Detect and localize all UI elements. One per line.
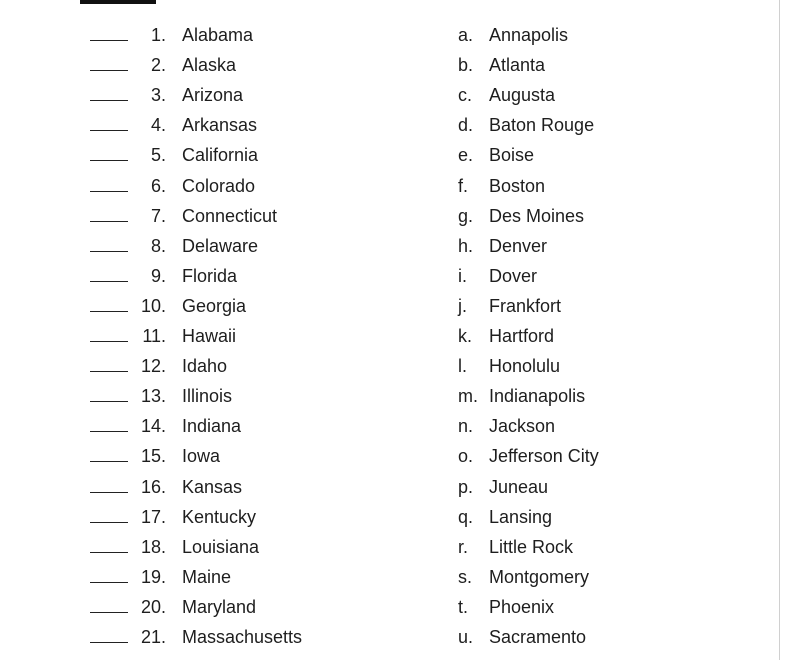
item-number: 16. — [140, 476, 166, 497]
state-name: Kentucky — [182, 506, 257, 527]
item-number: 13. — [140, 386, 166, 407]
list-item — [0, 443, 780, 473]
item-number: 18. — [140, 536, 166, 557]
state-name: Connecticut — [182, 205, 278, 226]
item-number: 15. — [140, 446, 166, 467]
capital-name: Sacramento — [489, 627, 587, 647]
capital-name: Indianapolis — [489, 386, 586, 407]
list-item — [0, 353, 780, 383]
capital-letter: p. — [458, 476, 474, 497]
item-number: 1. — [150, 25, 166, 45]
item-number: 3. — [150, 85, 166, 106]
list-item — [0, 142, 780, 172]
state-name: Idaho — [182, 356, 228, 377]
state-name: Florida — [182, 265, 238, 286]
capital-name: Atlanta — [489, 55, 546, 76]
list-item — [0, 263, 780, 293]
state-name: Alabama — [182, 25, 254, 45]
state-name: Maine — [182, 566, 232, 587]
capital-name: Lansing — [489, 506, 553, 527]
state-name: Georgia — [182, 295, 247, 316]
list-item — [0, 413, 780, 443]
header-decoration-bar — [80, 0, 156, 4]
capital-letter: q. — [458, 506, 474, 527]
capital-name: Annapolis — [489, 25, 569, 45]
capital-name: Montgomery — [489, 566, 590, 587]
list-item — [0, 383, 780, 413]
capital-name: Denver — [489, 235, 548, 256]
state-name: Colorado — [182, 175, 256, 196]
item-number: 12. — [140, 356, 166, 377]
list-item — [0, 173, 780, 203]
capital-letter: d. — [458, 115, 474, 136]
page-header — [0, 0, 779, 10]
item-number: 7. — [150, 205, 166, 226]
answer-blank[interactable] — [90, 431, 128, 432]
answer-blank[interactable] — [90, 281, 128, 282]
list-item — [0, 504, 780, 534]
state-name: Massachusetts — [182, 627, 303, 647]
item-number: 20. — [140, 596, 166, 617]
answer-blank[interactable] — [90, 100, 128, 101]
capital-name: Honolulu — [489, 356, 561, 377]
capital-letter: c. — [458, 85, 473, 106]
answer-blank[interactable] — [90, 191, 128, 192]
state-name: Delaware — [182, 235, 259, 256]
state-name: Arizona — [182, 85, 244, 106]
list-item — [0, 22, 780, 52]
capital-letter: a. — [458, 25, 474, 45]
capital-name: Augusta — [489, 85, 556, 106]
state-name: Illinois — [182, 386, 233, 407]
state-name: California — [182, 145, 259, 166]
list-item — [0, 474, 780, 504]
capital-letter: o. — [458, 446, 474, 467]
answer-blank[interactable] — [90, 612, 128, 613]
capital-letter: n. — [458, 416, 474, 437]
capital-name: Des Moines — [489, 205, 585, 226]
state-name: Louisiana — [182, 536, 260, 557]
answer-blank[interactable] — [90, 251, 128, 252]
item-number: 14. — [140, 416, 166, 437]
capital-name: Boston — [489, 175, 546, 196]
capital-letter: f. — [458, 175, 469, 196]
answer-blank[interactable] — [90, 582, 128, 583]
answer-blank[interactable] — [90, 461, 128, 462]
item-number: 10. — [140, 295, 166, 316]
item-number: 5. — [150, 145, 166, 166]
item-number: 11. — [142, 326, 166, 346]
capital-name: Dover — [489, 265, 538, 286]
capital-letter: g. — [458, 205, 474, 226]
capital-name: Frankfort — [489, 295, 562, 316]
answer-blank[interactable] — [90, 221, 128, 222]
list-item — [0, 293, 780, 323]
capital-letter: e. — [458, 145, 474, 166]
answer-blank[interactable] — [90, 40, 128, 41]
answer-blank[interactable] — [90, 130, 128, 131]
state-name: Arkansas — [182, 115, 258, 136]
list-item — [0, 594, 780, 624]
item-number: 21. — [140, 627, 166, 647]
list-item — [0, 203, 780, 233]
capital-letter: u. — [458, 627, 474, 647]
capital-letter: s. — [458, 566, 473, 587]
capital-name: Little Rock — [489, 536, 574, 557]
list-item — [0, 624, 780, 654]
answer-blank[interactable] — [90, 70, 128, 71]
state-name: Indiana — [182, 416, 242, 437]
state-name: Maryland — [182, 596, 257, 617]
answer-blank[interactable] — [90, 311, 128, 312]
capital-name: Baton Rouge — [489, 115, 595, 136]
capital-name: Phoenix — [489, 596, 555, 617]
list-item — [0, 323, 780, 353]
answer-blank[interactable] — [90, 401, 128, 402]
capital-letter: m. — [458, 386, 478, 407]
list-item — [0, 52, 780, 82]
list-item — [0, 112, 780, 142]
answer-blank[interactable] — [90, 160, 128, 161]
capital-letter: r. — [458, 536, 469, 557]
answer-blank[interactable] — [90, 522, 128, 523]
capital-letter: j. — [458, 295, 467, 316]
capital-letter: k. — [458, 326, 473, 346]
answer-blank[interactable] — [90, 552, 128, 553]
capital-name: Hartford — [489, 326, 555, 346]
state-name: Alaska — [182, 55, 237, 76]
item-number: 4. — [150, 115, 166, 136]
state-name: Kansas — [182, 476, 243, 497]
item-number: 17. — [140, 506, 166, 527]
answer-blank[interactable] — [90, 642, 128, 643]
item-number: 6. — [150, 175, 166, 196]
capital-letter: l. — [458, 356, 467, 377]
state-name: Iowa — [182, 446, 221, 467]
list-item — [0, 534, 780, 564]
capital-letter: t. — [458, 596, 469, 617]
capital-letter: h. — [458, 235, 474, 256]
list-item — [0, 233, 780, 263]
state-name: Hawaii — [182, 326, 237, 346]
list-item — [0, 82, 780, 112]
answer-blank[interactable] — [90, 371, 128, 372]
item-number: 9. — [150, 265, 166, 286]
answer-blank[interactable] — [90, 492, 128, 493]
capital-letter: i. — [458, 265, 467, 286]
item-number: 2. — [150, 55, 166, 76]
list-item — [0, 564, 780, 594]
capital-name: Boise — [489, 145, 535, 166]
item-number: 8. — [150, 235, 166, 256]
capital-letter: b. — [458, 55, 474, 76]
capital-name: Juneau — [489, 476, 549, 497]
capital-name: Jackson — [489, 416, 556, 437]
answer-blank[interactable] — [90, 341, 128, 342]
item-number: 19. — [140, 566, 166, 587]
capital-name: Jefferson City — [489, 446, 599, 467]
